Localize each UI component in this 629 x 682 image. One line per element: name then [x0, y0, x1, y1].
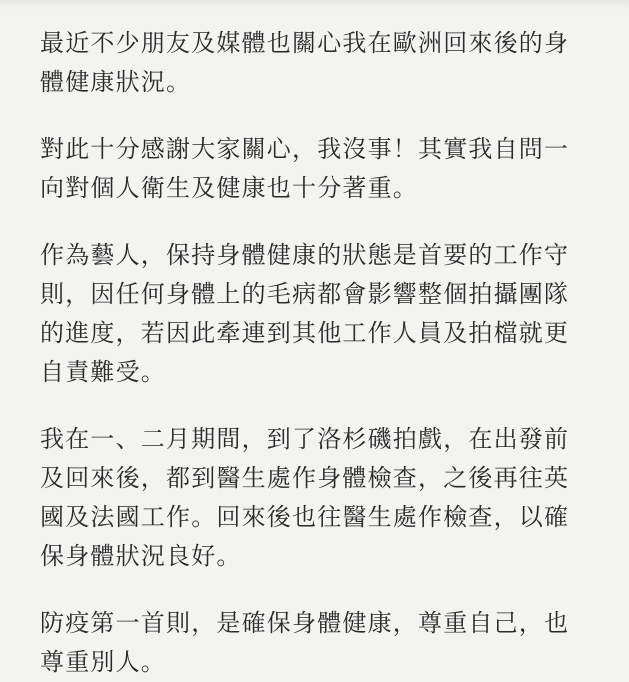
- paragraph-line: 我在一、二月期間，到了洛杉磯拍戲，在出發前: [40, 425, 570, 453]
- paragraph-line: 國及法國工作。回來後也往醫生處作檢查，以確: [40, 503, 570, 531]
- paragraph-line: 及回來後，都到醫生處作身體檢查，之後再往英: [40, 464, 570, 492]
- paragraph-line: 的進度，若因此牽連到其他工作人員及拍檔就更: [40, 319, 570, 347]
- paragraph-line: 防疫第一首則，是確保身體健康，尊重自己，也: [40, 609, 570, 637]
- paragraph-line: 尊重別人。: [40, 648, 166, 676]
- paragraph-2: [40, 130, 600, 208]
- paragraph-line: 體健康狀況。: [40, 68, 192, 96]
- paragraph-line: 對此十分感謝大家關心，我沒事！其實我自問一: [40, 135, 570, 163]
- paragraph-line: 則，因任何身體上的毛病都會影響整個拍攝團隊: [40, 280, 570, 308]
- paragraph-1: [40, 24, 600, 102]
- paragraph-line: 作為藝人，保持身體健康的狀態是首要的工作守: [40, 241, 570, 269]
- paragraph-line: 自責難受。: [40, 358, 166, 386]
- paragraph-line: 向對個人衛生及健康也十分著重。: [40, 174, 418, 202]
- paragraph-4: [40, 420, 600, 576]
- paragraph-line: 保身體狀況良好。: [40, 542, 242, 570]
- paragraph-5: [40, 604, 600, 682]
- top-edge-shadow: [0, 0, 629, 10]
- statement-text: [40, 24, 600, 682]
- paragraph-3: [40, 236, 600, 392]
- paragraph-line: 最近不少朋友及媒體也關心我在歐洲回來後的身: [40, 29, 570, 57]
